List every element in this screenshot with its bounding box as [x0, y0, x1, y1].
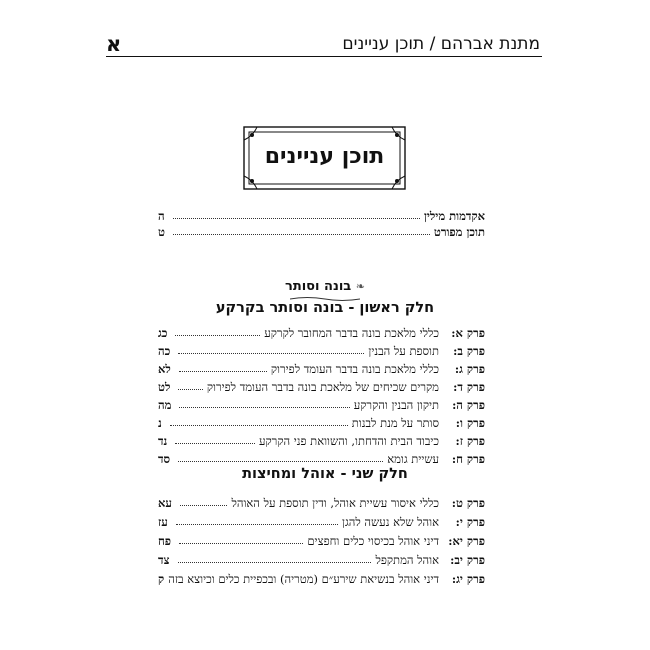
page-title: תוכן עניינים — [264, 144, 385, 169]
chapter-label: פרק ט: — [451, 496, 485, 510]
toc-entry[interactable] — [158, 515, 485, 531]
toc-entry[interactable] — [158, 362, 485, 378]
entry-title: אוהל שלא נעשה להגן — [342, 515, 439, 529]
dot-leader — [178, 353, 364, 354]
dot-leader — [179, 407, 350, 408]
page-letter: א — [106, 32, 122, 56]
page-number: ה — [158, 209, 165, 223]
dot-leader — [173, 218, 420, 219]
toc-entry[interactable] — [158, 344, 485, 360]
chapter-label: פרק א: — [451, 326, 485, 340]
page-number: מה — [158, 398, 172, 412]
page-number: ק — [158, 572, 165, 586]
chapter-label: פרק ד: — [453, 380, 485, 394]
toc-entry[interactable] — [158, 380, 485, 396]
running-header — [106, 30, 540, 58]
page-number: נ — [158, 416, 162, 430]
toc-entry[interactable] — [158, 225, 485, 241]
page-number: לא — [158, 362, 171, 376]
dot-leader — [179, 371, 267, 372]
dot-leader — [173, 234, 430, 235]
dot-leader — [178, 562, 371, 563]
header-rule — [106, 56, 542, 57]
entry-title: כללי איסור עשיית אוהל, ודין תוספת על האוהל — [231, 496, 439, 510]
chapter-label: פרק ב: — [453, 344, 485, 358]
chapter-label: פרק ה: — [452, 398, 485, 412]
chapter-label: פרק ג: — [454, 362, 485, 376]
chapter-label: פרק ו: — [455, 416, 485, 430]
chapter-label: פרק יג: — [451, 572, 485, 586]
chapter-label: פרק ח: — [451, 452, 485, 466]
page-number: כה — [158, 344, 171, 358]
dot-leader — [178, 389, 203, 390]
toc-entry[interactable] — [158, 496, 485, 512]
chapter-label: פרק יא: — [448, 534, 485, 548]
entry-title: דיני אוהל בנשיאת שירע״ם (מטריה) ובכפיית כלים וכיוצא בזה — [168, 572, 439, 586]
entry-title: סותר על מנת לבנות — [351, 416, 439, 430]
section-kicker-label: בונה וסותר — [285, 279, 352, 294]
page-number: סד — [158, 452, 171, 466]
page-number: ט — [158, 225, 165, 239]
flourish-icon: ❧ — [355, 280, 365, 293]
toc-entry[interactable] — [158, 553, 485, 569]
entry-title: תוספת על הבנין — [368, 344, 439, 358]
entry-title: עשיית גומא — [387, 452, 439, 466]
chapter-label: פרק י: — [455, 515, 485, 529]
chapter-label: פרק יב: — [450, 553, 485, 567]
page-number: כג — [158, 326, 168, 340]
dot-leader — [175, 335, 260, 336]
entry-title: תוכן מפורט — [433, 225, 485, 239]
page-number: פח — [158, 534, 172, 548]
dot-leader — [170, 425, 348, 426]
dot-leader — [176, 524, 338, 525]
toc-entry[interactable] — [158, 326, 485, 342]
part2-heading: חלק שני - אוהל ומחיצות — [242, 466, 408, 482]
entry-title: כללי מלאכת בונה בדבר המחובר לקרקע — [264, 326, 439, 340]
page-number: עא — [158, 496, 172, 510]
entry-title: כיבוד הבית והדחתו, והשוואת פני הקרקע — [259, 434, 439, 448]
dot-leader — [175, 443, 255, 444]
entry-title: מקרים שכיחים של מלאכת בונה בדבר העומד לפירוק — [206, 380, 439, 394]
entry-title: כללי מלאכת בונה בדבר העומד לפירוק — [270, 362, 439, 376]
entry-title: אקדמות מילין — [423, 209, 485, 223]
toc-entry[interactable] — [158, 416, 485, 432]
entry-title: אוהל המתקפל — [375, 553, 439, 567]
toc-entry[interactable] — [158, 434, 485, 450]
page-number: עז — [158, 515, 168, 529]
entry-title: דיני אוהל בכיסוי כלים וחפצים — [307, 534, 439, 548]
running-title: מתנת אברהם / תוכן עניינים — [342, 34, 540, 54]
page-number: צד — [158, 553, 170, 567]
entry-title: תיקון הבנין והקרקע — [353, 398, 439, 412]
part1-heading: חלק ראשון - בונה וסותר בקרקע — [215, 300, 435, 316]
page-number: לט — [158, 380, 171, 394]
toc-entry[interactable] — [158, 209, 485, 225]
toc-entry[interactable] — [158, 572, 485, 588]
chapter-label: פרק ז: — [455, 434, 485, 448]
title-frame — [243, 126, 406, 190]
dot-leader — [180, 505, 227, 506]
toc-entry[interactable] — [158, 398, 485, 414]
toc-entry[interactable] — [158, 534, 485, 550]
dot-leader — [178, 461, 383, 462]
dot-leader — [179, 543, 303, 544]
page-number: נד — [158, 434, 168, 448]
section-kicker — [0, 279, 650, 294]
